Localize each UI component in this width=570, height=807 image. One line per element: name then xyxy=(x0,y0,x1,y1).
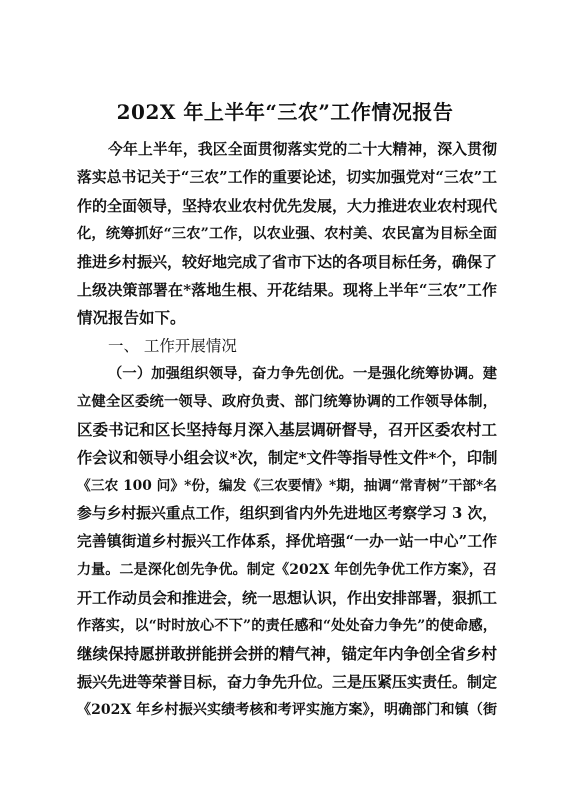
intro-line: 今年上半年，我区全面贯彻落实党的二十大精神，深入贯彻 xyxy=(108,141,497,158)
body-line: 振兴先进等荣誉目标，奋力争先升位。三是压紧压实责任。制定 xyxy=(77,673,498,691)
intro-line: 情况报告如下。 xyxy=(77,308,186,327)
intro-line: 化，统筹抓好“三农”工作，以农业强、农村美、农民富为目标全面 xyxy=(77,226,497,242)
intro-line: 推进乡村振兴，较好地完成了省市下达的各项目标任务，确保了 xyxy=(77,253,498,271)
body-line: 《三农 100 问》*份，编发《三农要情》*期，抽调“常青树”干部*名 xyxy=(77,478,497,494)
body-line: 立健全区委统一领导、政府负责、部门统筹协调的工作领导体制， xyxy=(77,394,497,410)
section-heading: 一、 工作开展情况 xyxy=(108,337,237,355)
body-line: 开工作动员会和推进会，统一思想认识，作出安排部署，狠抓工 xyxy=(77,589,498,607)
intro-line: 上级决策部署在*落地生根、开花结果。现将上半年“三农”工作 xyxy=(77,281,497,299)
body-line: 继续保持愿拼敢拼能拼会拼的精气神，锚定年内争创全省乡村 xyxy=(77,644,497,663)
body-line: 完善镇街道乡村振兴工作体系，择优培强“一办一站一中心”工作 xyxy=(77,533,497,550)
document-title: 202X 年上半年“三农”工作情况报告 xyxy=(116,100,454,124)
body-line: 参与乡村振兴重点工作，组织到省内外先进地区考察学习 3 次， xyxy=(77,505,497,522)
intro-line: 落实总书记关于“三农”工作的重要论述，切实加强党对“三农”工 xyxy=(77,169,497,186)
body-line: 《202X 年乡村振兴实绩考核和考评实施方案》，明确部门和镇（街 xyxy=(77,702,497,718)
body-line: 作会议和领导小组会议*次，制定*文件等指导性文件*个，印制 xyxy=(77,449,498,467)
body-line: 区委书记和区长坚持每月深入基层调研督导，召开区委农村工 xyxy=(77,420,497,439)
body-line: 作落实，以“时时放心不下”的责任感和“处处奋力争先”的使命感， xyxy=(77,618,497,634)
body-line: （一）加强组织领导，奋力争先创优。一是强化统筹协调。建 xyxy=(108,366,497,382)
body-line: 力量。二是深化创先争优。制定《202X 年创先争优工作方案》，召 xyxy=(77,562,497,578)
intro-line: 作的全面领导，坚持农业农村优先发展，大力推进农业农村现代 xyxy=(77,197,498,215)
